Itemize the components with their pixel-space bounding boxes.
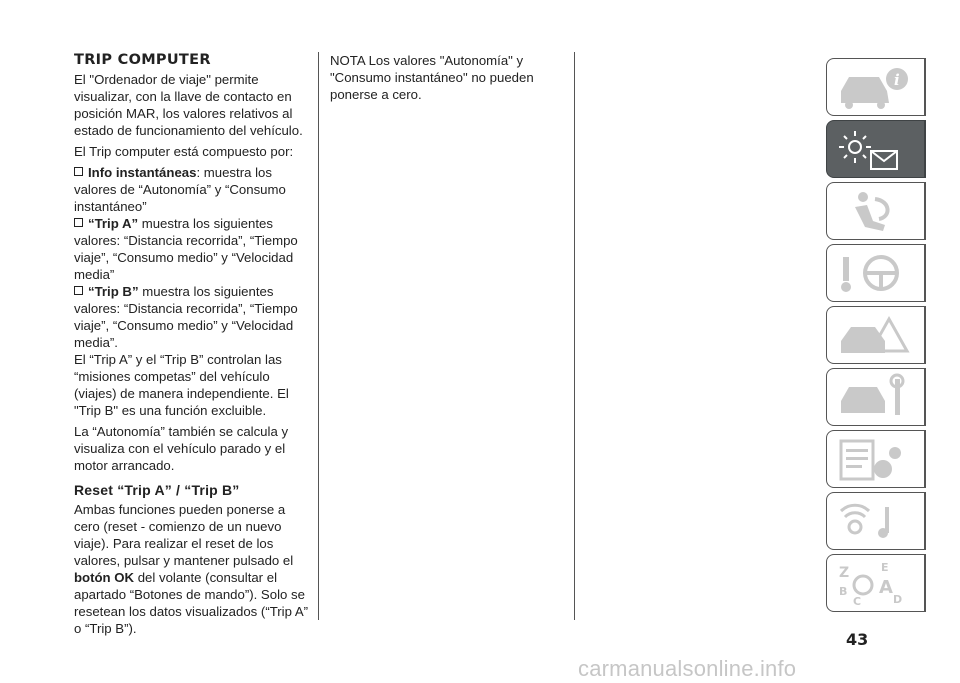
alphabetical-index-icon: [833, 559, 921, 609]
checkbox-bullet-icon: [74, 218, 83, 227]
tab-warning-lights[interactable]: [826, 120, 926, 178]
autonomy-paragraph: La “Autonomía” también se calcula y visualiza con el vehículo parado y el motor arrancado.: [74, 424, 289, 473]
svg-text:D: D: [893, 593, 903, 606]
car-emergency-icon: [833, 311, 921, 361]
tab-maintenance[interactable]: [826, 368, 926, 426]
key-steering-wheel-icon: [833, 249, 921, 299]
intro-paragraph: El "Ordenador de viaje" permite visualizar, con la llave de contacto en posición MAR, los valores relativos al estado de funcionamiento del vehículo.: [74, 72, 303, 138]
reset-text-part: Ambas funciones pueden ponerse a cero (reset - comienzo de un nuevo viaje). Para realizar el reset de los valores, pulsar y mantener pulsado el: [74, 502, 294, 568]
tab-specifications[interactable]: [826, 430, 926, 488]
bullet-text: muestra los siguientes valores: “Distancia recorrida”, “Tiempo viaje”, “Consumo medio” y “Velocidad media”: [74, 216, 298, 282]
svg-text:E: E: [881, 561, 889, 574]
left-column: [74, 52, 312, 641]
note-paragraph: NOTA Los valores "Autonomía" y "Consumo instantáneo" no pueden ponerse a cero.: [330, 53, 534, 102]
column-divider: [318, 52, 319, 620]
tab-car-info[interactable]: [826, 58, 926, 116]
bullet-trip-a: [74, 215, 312, 283]
svg-text:i: i: [894, 71, 900, 89]
bullet-bold: “Trip A”: [88, 216, 139, 231]
checkbox-bullet-icon: [74, 167, 83, 176]
tab-multimedia[interactable]: [826, 492, 926, 550]
tab-starting[interactable]: [826, 244, 926, 302]
bullet-trip-b: [74, 283, 312, 351]
watermark-text: carmanualsonline.info: [578, 656, 797, 681]
bullet-info: [74, 164, 312, 215]
svg-text:B: B: [839, 585, 848, 598]
svg-text:C: C: [853, 595, 862, 608]
bullet-bold: “Trip B”: [88, 284, 139, 299]
bullet-text: muestra los siguientes valores: “Distancia recorrida”, “Tiempo viaje”, “Consumo medio” y “Velocidad media”.: [74, 284, 298, 350]
airbag-seat-icon: [833, 187, 921, 237]
warning-light-message-icon: [833, 125, 921, 175]
middle-column: [330, 52, 565, 107]
reset-text-part: del volante (consultar el apartado “Botones de mando”). Solo se resetean los datos visualizados (“Trip A” o “Trip B”).: [74, 570, 309, 636]
tab-index[interactable]: [826, 554, 926, 612]
ok-button-label: botón OK: [74, 570, 135, 585]
checkbox-bullet-icon: [74, 286, 83, 295]
svg-text:Z: Z: [839, 565, 850, 581]
car-maintenance-icon: [833, 373, 921, 423]
page-number: 43: [846, 630, 869, 649]
reset-paragraph: [74, 501, 312, 637]
tab-emergency[interactable]: [826, 306, 926, 364]
svg-text:A: A: [879, 577, 893, 598]
section-title: TRIP COMPUTER: [74, 52, 211, 68]
column-divider: [574, 52, 575, 620]
car-info-icon: [833, 63, 921, 113]
bullet-bold: Info instantáneas: [88, 165, 197, 180]
specifications-gear-icon: [833, 435, 921, 485]
composition-paragraph: El Trip computer está compuesto por:: [74, 144, 294, 159]
bullet-text: : muestra los valores de “Autonomía” y “Consumo instantáneo”: [74, 165, 286, 214]
reset-title: Reset “Trip A” / “Trip B”: [74, 482, 240, 498]
multimedia-icon: [833, 497, 921, 547]
trip-control-paragraph: El “Trip A” y el “Trip B” controlan las “misiones competas” del vehículo (viajes) de manera independiente. El "Trip B" es una función excluible.: [74, 352, 289, 418]
tab-safety[interactable]: [826, 182, 926, 240]
